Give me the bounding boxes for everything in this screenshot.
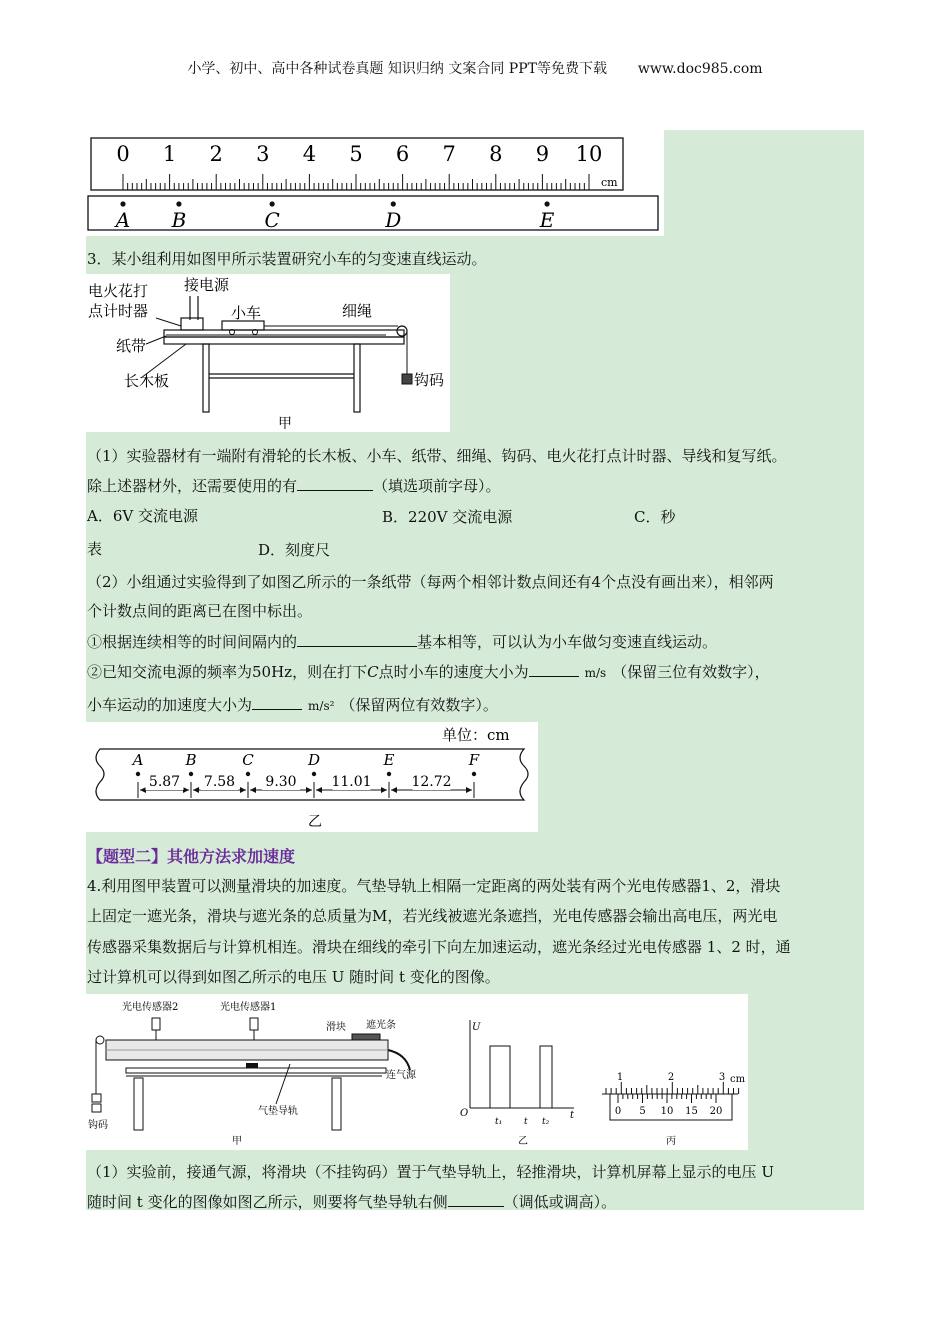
tape-point: [472, 772, 476, 776]
ruler-point-label: E: [539, 208, 555, 232]
ruler-point-label: A: [115, 208, 131, 232]
label-board: 长木板: [124, 372, 170, 390]
section-heading: 【题型二】其他方法求加速度: [87, 847, 296, 866]
tape-point: [387, 772, 391, 776]
ruler-point: [391, 201, 396, 206]
vernier-sub-number: 15: [685, 1106, 698, 1117]
ruler-point-label: B: [171, 208, 187, 232]
option-d[interactable]: D．刻度尺: [258, 541, 331, 559]
q4-p1b: 随时间 t 变化的图像如图乙所示，则要将气垫导轨右侧 （调低或调高）。: [87, 1193, 617, 1211]
vernier-main-number: 1: [616, 1072, 624, 1083]
header-text: 小学、初中、高中各种试卷真题 知识归纳 文案合同 PPT等免费下载: [187, 61, 607, 77]
label-sensor-2: 光电传感器2: [122, 1002, 179, 1013]
tape-point-label: F: [468, 751, 480, 769]
apparatus-figure: [86, 274, 450, 432]
option-b[interactable]: B．220V 交流电源: [382, 508, 513, 526]
caption-yi: 乙: [308, 814, 322, 830]
axis-t: t: [570, 1110, 575, 1121]
ruler-number: 3: [256, 142, 270, 166]
tape-distance: 5.87: [148, 774, 181, 790]
tape-distance: 11.01: [331, 774, 372, 790]
ruler-number: 6: [395, 142, 410, 166]
vernier-main-number: 3: [718, 1072, 726, 1083]
tape-point-label: B: [185, 751, 197, 769]
q3-p1b: 除上述器材外，还需要使用的有 （填选项前字母）。: [87, 477, 501, 495]
vernier-unit: cm: [730, 1074, 746, 1085]
q3-p2b: 个计数点间的距离已在图中标出。: [87, 602, 313, 620]
label-power: 接电源: [184, 276, 230, 294]
tape-point-label: D: [307, 751, 321, 769]
ruler-number: 4: [302, 142, 317, 166]
caption-4-yi: 乙: [518, 1136, 528, 1147]
q4-line-2: 上固定一遮光条，滑块与遮光条的总质量为M，若光线被遮光条遮挡，光电传感器会输出高电压，两光电: [87, 907, 778, 925]
q4-p1a: （1）实验前，接通气源，将滑块（不挂钩码）置于气垫导轨上，轻推滑块，计算机屏幕上显示的电压 U: [87, 1163, 774, 1181]
tape-point: [189, 772, 193, 776]
tick-t: t: [524, 1117, 528, 1127]
ruler-unit: cm: [601, 176, 618, 189]
tape-figure: [86, 722, 538, 832]
label-weight: 钩码: [414, 371, 445, 389]
tape-distance: 7.58: [203, 774, 236, 790]
q3-p1a: （1）实验器材有一端附有滑轮的长木板、小车、纸带、细绳、钩码、电火花打点计时器、导线和复写纸。: [87, 447, 787, 465]
q4-line-1: 4.利用图甲装置可以测量滑块的加速度。气垫导轨上相隔一定距离的两处装有两个光电传感器1、2，滑块: [87, 877, 781, 895]
tape-point: [312, 772, 316, 776]
q3-s1: ①根据连续相等的时间间隔内的 基本相等，可以认为小车做匀变速直线运动。: [87, 633, 718, 651]
vernier-sub-number: 10: [660, 1106, 674, 1117]
answer-blank-3[interactable]: [529, 661, 579, 677]
ruler-number: 9: [535, 142, 550, 166]
airtrack-figure: [86, 994, 748, 1150]
axis-u: U: [472, 1022, 481, 1033]
q3-p2a: （2）小组通过实验得到了如图乙所示的一条纸带（每两个相邻计数点间还有4个点没有画出来），相邻两: [87, 573, 774, 591]
option-c[interactable]: C．秒: [634, 508, 676, 526]
tape-distance: 12.72: [411, 774, 452, 790]
answer-blank-4[interactable]: [252, 694, 302, 710]
ruler-point: [176, 201, 181, 206]
tick-t1: t₁: [495, 1117, 503, 1127]
ruler-number: 2: [209, 142, 223, 166]
option-c-cont: 表: [87, 540, 103, 558]
label-weight-2: 钩码: [88, 1120, 108, 1131]
label-air: 连气源: [386, 1070, 416, 1081]
q3-s2: ②已知交流电源的频率为50Hz，则在打下C点时小车的速度大小为 m/s （保留三位有效数字），: [87, 663, 770, 681]
ruler-number: 1: [162, 142, 177, 166]
caption-4-jia: 甲: [232, 1136, 242, 1147]
vernier-sub-number: 20: [709, 1106, 723, 1117]
answer-blank-5[interactable]: [448, 1191, 504, 1207]
label-rail: 气垫导轨: [258, 1106, 298, 1117]
ruler-point: [270, 201, 275, 206]
ruler-figure: [86, 130, 664, 236]
label-slider: 滑块: [326, 1022, 346, 1033]
caption-4-bing: 丙: [666, 1136, 676, 1147]
label-shade: 遮光条: [366, 1020, 396, 1031]
tape-point-label: C: [242, 751, 254, 769]
answer-blank-2[interactable]: [297, 631, 417, 647]
label-tape: 纸带: [116, 337, 147, 355]
header-url[interactable]: www.doc985.com: [637, 61, 763, 77]
label-sensor-1: 光电传感器1: [220, 1002, 277, 1013]
tape-distance: 9.30: [265, 774, 297, 790]
tape-point: [136, 772, 140, 776]
vernier-main-number: 2: [667, 1072, 675, 1083]
ruler-point-label: D: [385, 208, 402, 232]
label-timer-2: 点计时器: [88, 302, 149, 320]
q3-stem: 3．某小组利用如图甲所示装置研究小车的匀变速直线运动。: [87, 250, 487, 268]
ruler-point: [120, 201, 125, 206]
tick-t2: t₂: [542, 1117, 550, 1127]
vernier-sub-number: 0: [614, 1106, 622, 1117]
q3-s3: 小车运动的加速度大小为 m/s² （保留两位有效数字）。: [87, 696, 498, 714]
tape-point-label: E: [383, 751, 395, 769]
vernier-sub-number: 5: [639, 1106, 646, 1117]
page-header: [0, 58, 950, 78]
ruler-number: 10: [575, 142, 603, 166]
ruler-number: 8: [489, 142, 503, 166]
ruler-number: 5: [349, 142, 363, 166]
option-a[interactable]: A．6V 交流电源: [87, 507, 198, 525]
q4-line-4: 过计算机可以得到如图乙所示的电压 U 随时间 t 变化的图像。: [87, 968, 500, 986]
label-timer-1: 电火花打: [88, 282, 149, 300]
answer-blank-1[interactable]: [297, 475, 373, 491]
ruler-number: 7: [442, 142, 456, 166]
tape-point: [246, 772, 250, 776]
ruler-point: [544, 201, 549, 206]
q4-line-3: 传感器采集数据后与计算机相连。滑块在细线的牵引下向左加速运动，遮光条经过光电传感器 1、2 时，通: [87, 938, 791, 956]
ruler-point-label: C: [264, 208, 280, 232]
caption-jia: 甲: [278, 416, 292, 432]
label-rope: 细绳: [342, 302, 373, 320]
ruler-number: 0: [116, 142, 130, 166]
tape-point-label: A: [132, 751, 144, 769]
label-cart: 小车: [231, 304, 262, 322]
axis-origin: O: [460, 1108, 469, 1119]
tape-unit: 单位：cm: [442, 726, 510, 744]
